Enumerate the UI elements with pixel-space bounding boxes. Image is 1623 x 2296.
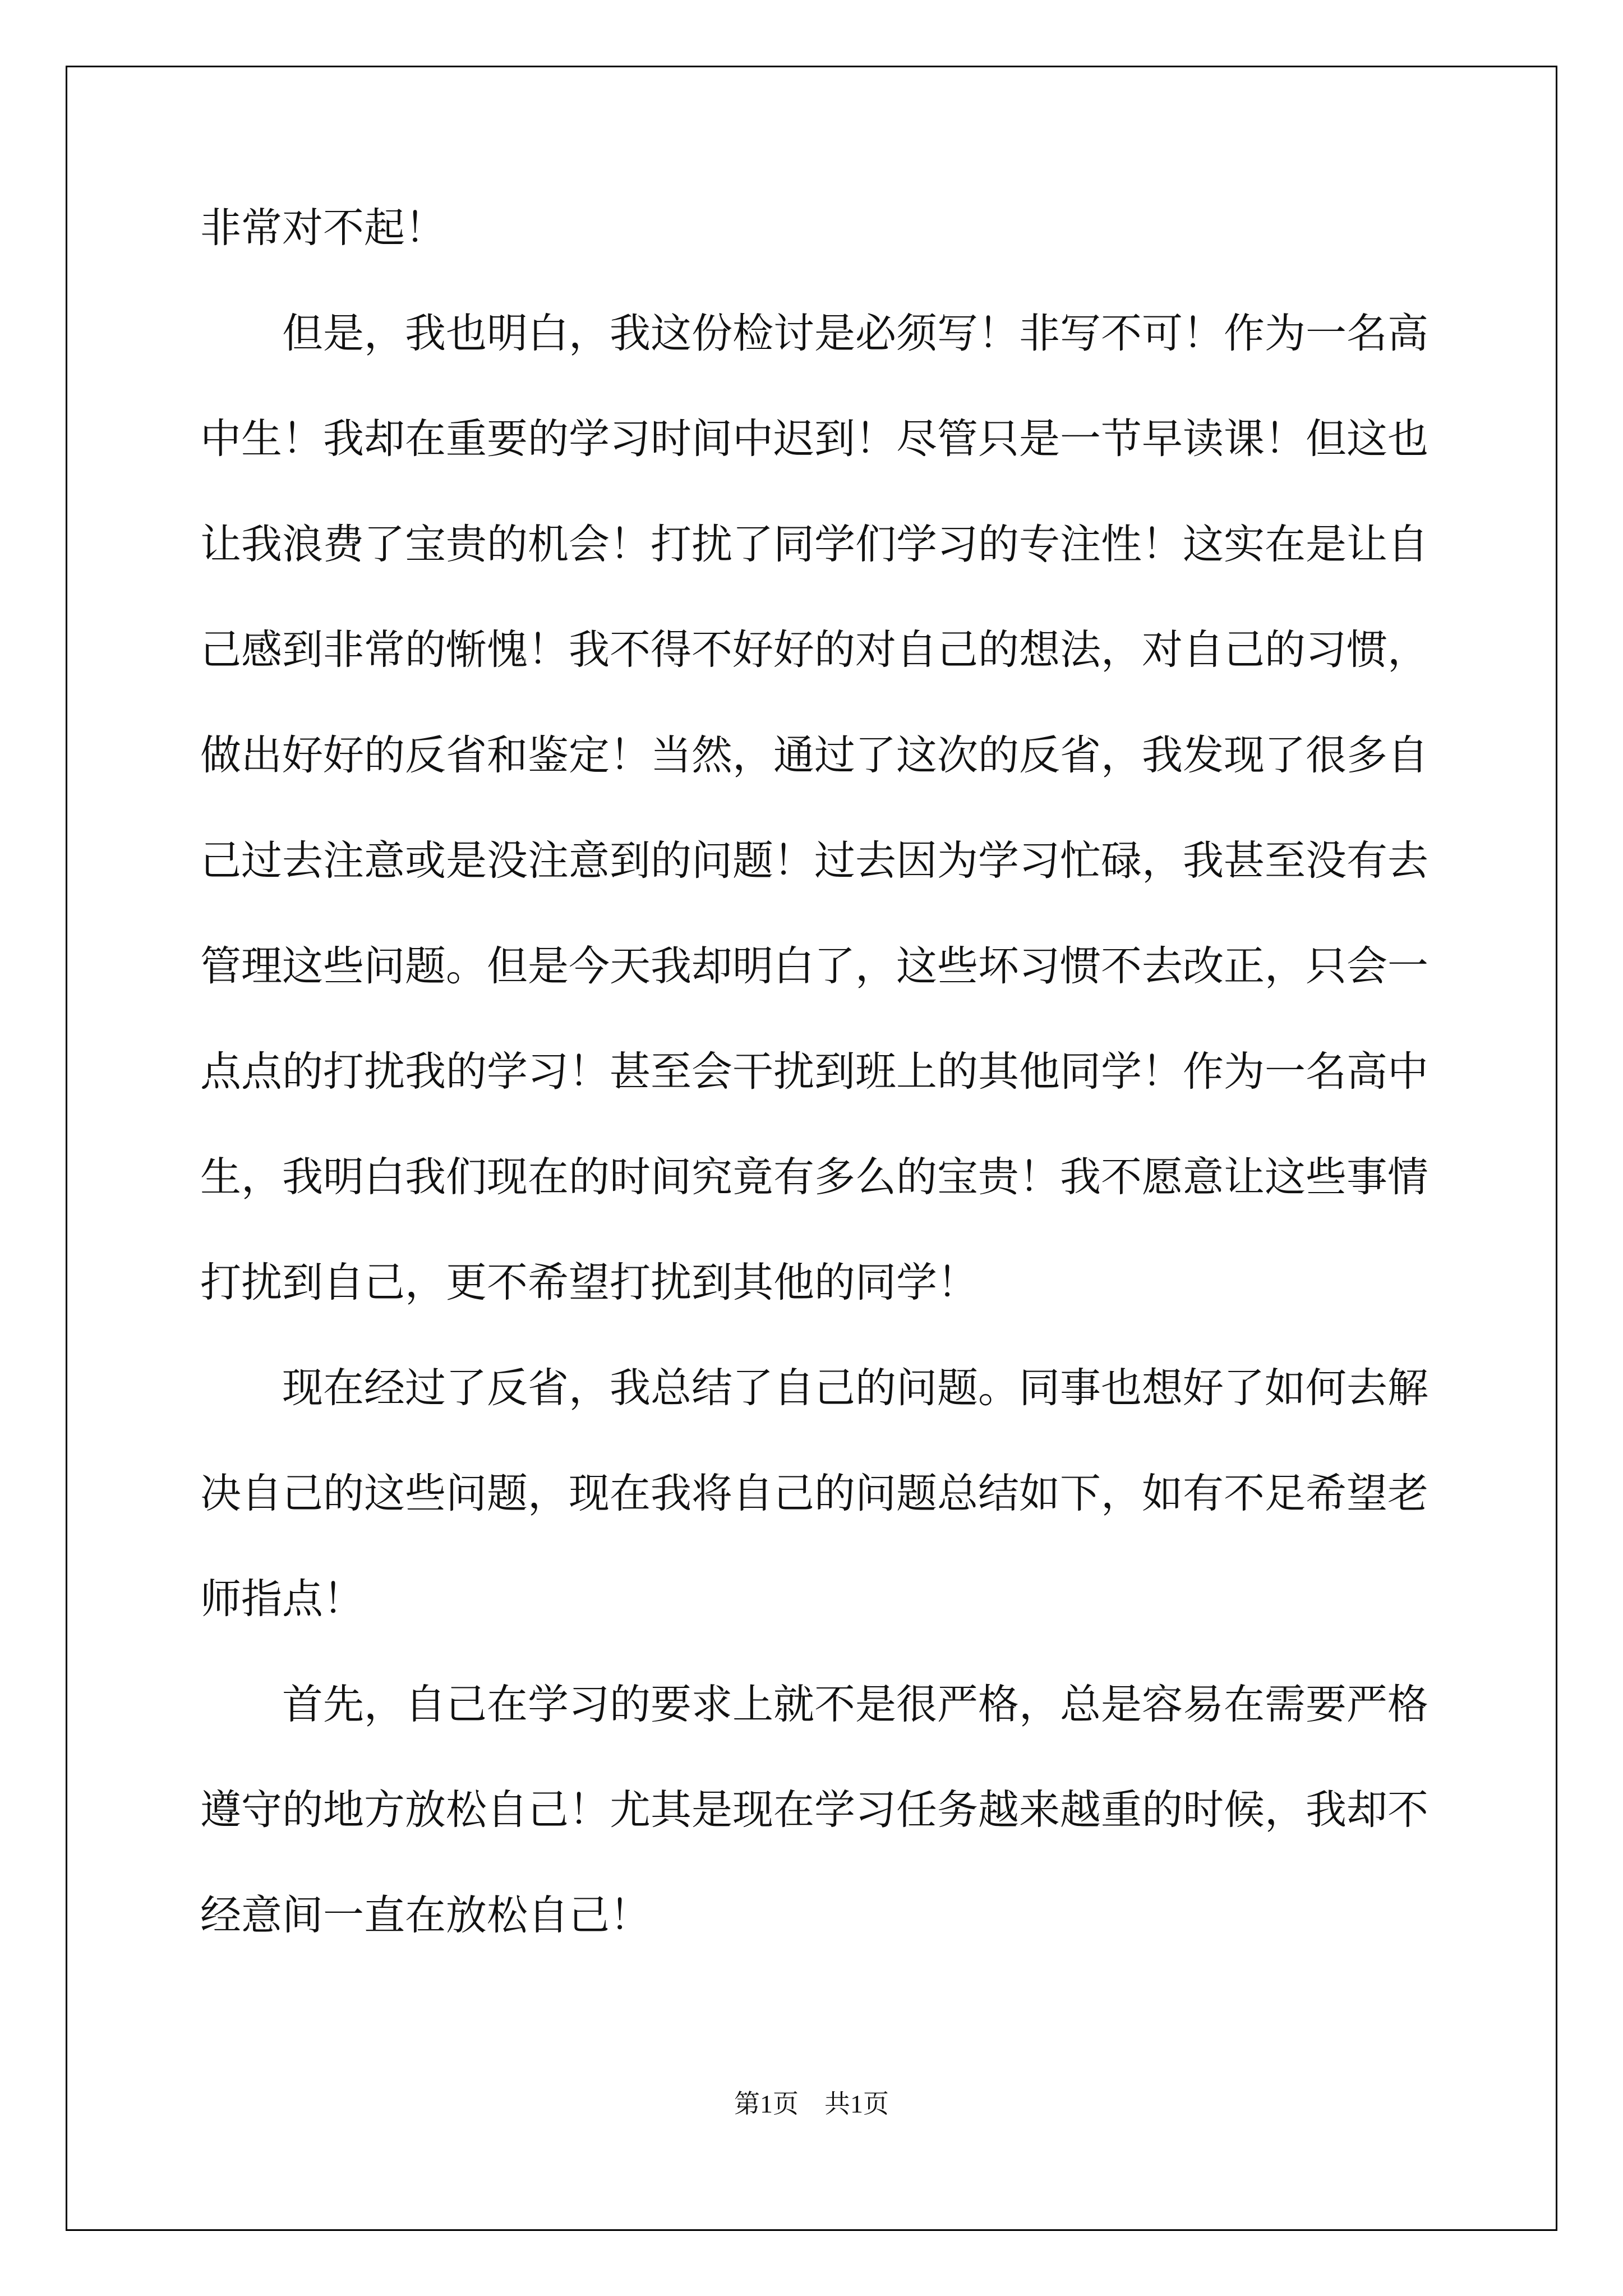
text-line: 首先，自己在学习的要求上就不是很严格，总是容易在需要严格 <box>200 1681 1428 1728</box>
text-line: 现在经过了反省，我总结了自己的问题。同事也想好了如何去解 <box>200 1364 1428 1412</box>
text-line: 点点的打扰我的学习！甚至会干扰到班上的其他同学！作为一名高中 <box>200 1048 1428 1096</box>
text-line: 己过去注意或是没注意到的问题！过去因为学习忙碌，我甚至没有去 <box>200 837 1428 885</box>
text-line: 己感到非常的惭愧！我不得不好好的对自己的想法，对自己的习惯， <box>200 626 1428 674</box>
text-line: 打扰到自己，更不希望打扰到其他的同学！ <box>200 1259 978 1306</box>
text-line: 生，我明白我们现在的时间究竟有多么的宝贵！我不愿意让这些事情 <box>200 1153 1428 1201</box>
page-number-footer: 第1页 共1页 <box>734 2090 889 2118</box>
text-line: 管理这些问题。但是今天我却明白了，这些坏习惯不去改正，只会一 <box>200 942 1428 990</box>
text-line: 中生！我却在重要的学习时间中迟到！尽管只是一节早读课！但这也 <box>200 415 1428 463</box>
text-line: 决自己的这些问题，现在我将自己的问题总结如下，如有不足希望老 <box>200 1470 1428 1517</box>
text-line: 做出好好的反省和鉴定！当然，通过了这次的反省，我发现了很多自 <box>200 731 1428 779</box>
text-line: 非常对不起！ <box>200 204 446 252</box>
text-line: 遵守的地方放松自己！尤其是现在学习任务越来越重的时候，我却不 <box>200 1786 1428 1834</box>
text-line: 师指点！ <box>200 1575 364 1623</box>
text-line: 但是，我也明白，我这份检讨是必须写！非写不可！作为一名高 <box>200 310 1428 357</box>
text-line: 让我浪费了宝贵的机会！打扰了同学们学习的专注性！这实在是让自 <box>200 521 1428 568</box>
text-line: 经意间一直在放松自己！ <box>200 1892 651 1939</box>
